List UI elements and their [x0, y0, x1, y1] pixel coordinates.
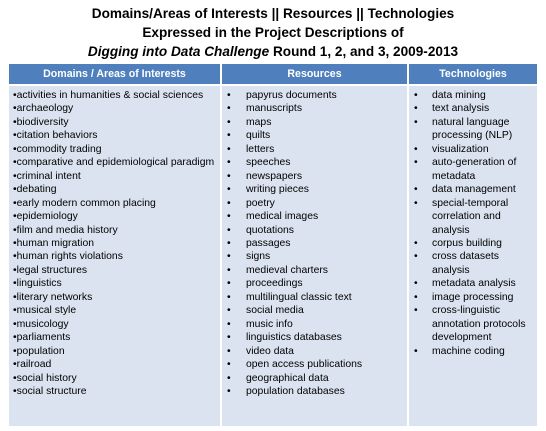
resource-item: • newspapers: [222, 170, 407, 183]
resource-item: • medieval charters: [222, 264, 407, 277]
title-line-1: Domains/Areas of Interests || Resources || Technologies: [91, 6, 455, 21]
technology-item: • visualization: [409, 143, 537, 156]
resource-item: • passages: [222, 237, 407, 250]
technology-item: • text analysis: [409, 102, 537, 115]
table-body-row: [9, 86, 537, 426]
technologies-column: [407, 86, 537, 426]
table-header-row: [9, 64, 537, 86]
domain-item: •railroad: [13, 359, 52, 371]
technology-item: • image processing: [409, 291, 537, 304]
domain-item: •parliaments: [13, 332, 71, 344]
resource-item: • proceedings: [222, 277, 407, 290]
domain-item: •criminal intent: [13, 170, 81, 182]
domain-item: •early modern common placing: [13, 197, 156, 209]
domain-item: •commodity trading: [13, 143, 102, 155]
resource-item: • poetry: [222, 197, 407, 210]
technologies-list: [409, 89, 537, 358]
header-resources: Resources: [220, 64, 407, 84]
domains-list: [9, 89, 220, 398]
resource-item: • signs: [222, 250, 407, 263]
resource-item: • maps: [222, 116, 407, 129]
resource-item: • quilts: [222, 129, 407, 142]
domain-item: •activities in humanities & social sciences: [13, 90, 204, 101]
domain-item: •population: [13, 345, 65, 357]
resource-item: • open access publications: [222, 358, 407, 371]
technology-item: • corpus building: [409, 237, 537, 250]
resource-item: • papyrus documents: [222, 89, 407, 102]
resource-item: • social media: [222, 304, 407, 317]
title-line-2: Expressed in the Project Descriptions of: [142, 25, 404, 40]
header-domains: Domains / Areas of Interests: [43, 68, 186, 80]
resource-item: • letters: [222, 143, 407, 156]
domain-item: •literary networks: [13, 291, 93, 303]
resources-column: [220, 86, 407, 426]
page-title: [0, 0, 546, 57]
domain-item: •social history: [13, 372, 77, 384]
resource-item: • video data: [222, 345, 407, 358]
domain-item: •human migration: [13, 237, 95, 249]
technology-item: • cross-linguistic annotation protocols development: [409, 304, 537, 344]
domain-item: •citation behaviors: [13, 130, 98, 142]
technology-item: • data mining: [409, 89, 537, 102]
resources-list: [222, 89, 407, 398]
technology-item: • special-temporal correlation and analysis: [409, 197, 537, 237]
resource-item: • writing pieces: [222, 183, 407, 196]
domain-item: •musicology: [13, 318, 69, 330]
domains-column: [9, 86, 220, 426]
header-technologies: Technologies: [407, 64, 537, 84]
domain-item: •musical style: [13, 305, 77, 317]
title-line-3: [0, 42, 546, 61]
technology-item: • cross datasets analysis: [409, 250, 537, 277]
resource-item: • linguistics databases: [222, 331, 407, 344]
domain-item: •biodiversity: [13, 116, 69, 128]
domain-item: •legal structures: [13, 264, 88, 276]
resource-item: • manuscripts: [222, 102, 407, 115]
domain-item: •archaeology: [13, 103, 74, 115]
resource-item: • multilingual classic text: [222, 291, 407, 304]
domain-item: •human rights violations: [13, 251, 123, 263]
domain-item: •social structure: [13, 385, 87, 397]
domain-item: •comparative and epidemiological paradigm: [13, 157, 215, 169]
resource-item: • speeches: [222, 156, 407, 169]
technology-item: • data management: [409, 183, 537, 196]
title-italic-part: Digging into Data Challenge: [87, 44, 270, 59]
resource-item: • music info: [222, 318, 407, 331]
technology-item: • auto-generation of metadata: [409, 156, 537, 183]
resource-item: • quotations: [222, 224, 407, 237]
resource-item: • geographical data: [222, 372, 407, 385]
technology-item: • metadata analysis: [409, 277, 537, 290]
technology-item: • natural language processing (NLP): [409, 116, 537, 143]
resource-item: • population databases: [222, 385, 407, 398]
resource-item: • medical images: [222, 210, 407, 223]
domain-item: •debating: [13, 184, 57, 196]
topics-table: [9, 64, 537, 426]
domain-item: •linguistics: [13, 278, 62, 290]
technology-item: • machine coding: [409, 345, 537, 358]
title-rest-part: Round 1, 2, and 3, 2009-2013: [269, 44, 459, 59]
domain-item: •film and media history: [13, 224, 118, 236]
domain-item: •epidemiology: [13, 211, 78, 223]
